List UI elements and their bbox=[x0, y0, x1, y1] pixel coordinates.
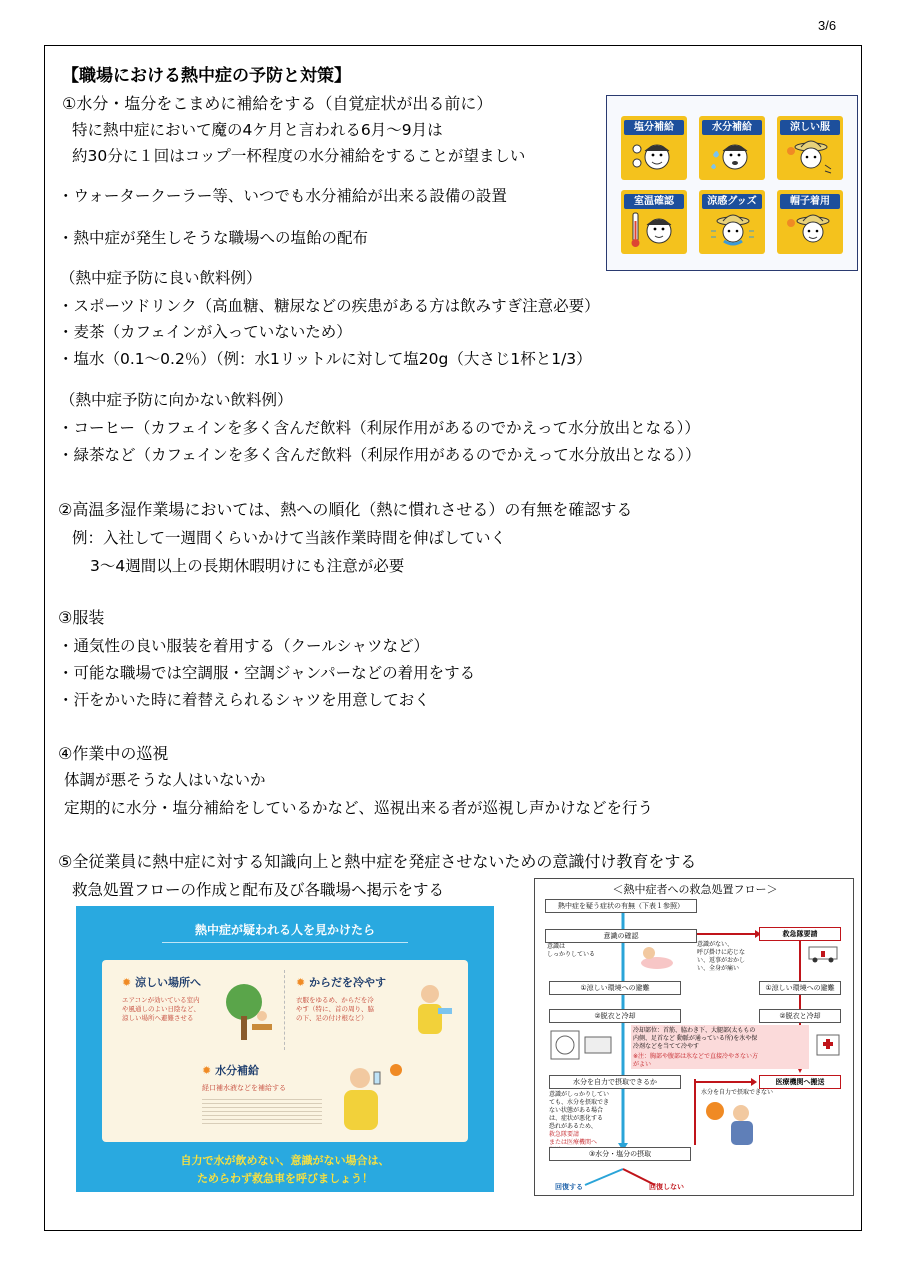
flow-note: い、全身が痛い bbox=[697, 965, 740, 972]
good-drink-item: ・塩水（0.1～0.2％）（例：水1リットルに対して塩20g（大さじ1杯と1/3） bbox=[58, 350, 592, 368]
flow-outcome-not-recover: 回復しない bbox=[649, 1183, 684, 1191]
flow-note: 冷却部位：首筋、脇わき下、大腿部(太ももの bbox=[633, 1027, 756, 1034]
page-number: 3/6 bbox=[818, 18, 837, 33]
ambulance-icon bbox=[807, 943, 843, 963]
first-aid-flowchart bbox=[534, 878, 854, 1196]
section1-line2: 約30分に１回はコップ一杯程度の水分補給をすることが望ましい bbox=[72, 147, 526, 165]
cooling-person-illustration bbox=[402, 980, 460, 1044]
poster-title: 熱中症が疑われる人を見かけたら bbox=[194, 923, 375, 937]
flow-note: は、症状が悪化する bbox=[549, 1115, 604, 1122]
section1-heading: ①水分・塩分をこまめに補給をする（自覚症状が出る前に） bbox=[62, 94, 493, 113]
bad-drink-item: ・コーヒー（カフェインを多く含んだ飲料（利尿作用があるのでかえって水分放出となる）） bbox=[58, 419, 700, 437]
flow-note: 救急隊要請 bbox=[549, 1131, 580, 1138]
icon-card-room-temp bbox=[621, 190, 687, 254]
icon-card-water bbox=[699, 116, 765, 180]
flow-note: 内側、足首など 動脈が通っている所)を氷や保 bbox=[633, 1035, 758, 1042]
section3-item: ・汗をかいた時に着替えられるシャツを用意しておく bbox=[58, 691, 430, 709]
poster-text: や風通しのよい日陰など、 bbox=[122, 1005, 200, 1013]
poster-section-cool-body bbox=[296, 974, 386, 990]
flow-box-move-cool-left: ①涼しい環境への避難 bbox=[549, 981, 681, 995]
section2-heading: ②高温多湿作業場においては、熱への順化（熱に慣れさせる）の有無を確認する bbox=[58, 500, 633, 519]
poster-divider bbox=[284, 970, 286, 1050]
flow-note: がよい bbox=[633, 1061, 652, 1068]
icon-card-label: 涼しい服 bbox=[780, 120, 840, 135]
poster-text: やす（特に、首の周り、脇 bbox=[296, 1005, 374, 1013]
hat-icon bbox=[785, 211, 835, 251]
sun-icon: ✹ bbox=[296, 976, 306, 989]
hospital-icon bbox=[813, 1029, 843, 1057]
drinking-person-illustration bbox=[330, 1062, 410, 1136]
section4-heading: ④作業中の巡視 bbox=[58, 744, 169, 763]
flow-box-move-cool-right: ①涼しい環境への避難 bbox=[759, 981, 841, 995]
icon-card-label: 室温確認 bbox=[624, 194, 684, 209]
section1-line1: 特に熱中症において魔の4ケ月と言われる6月～9月は bbox=[72, 121, 443, 139]
good-drink-item: ・麦茶（カフェインが入っていないため） bbox=[58, 323, 352, 341]
poster-footer-line2: ためらわず救急車を呼びましょう！ bbox=[197, 1172, 373, 1185]
poster-title-rule bbox=[162, 942, 408, 943]
flow-note: い、返事がおかし bbox=[697, 957, 746, 964]
section2-line1: 例：入社して一週間くらいかけて当該作業時間を伸ばしていく bbox=[72, 529, 507, 547]
section3-item: ・可能な職場では空調服・空調ジャンパーなどの着用をする bbox=[58, 664, 476, 682]
icon-card-label: 水分補給 bbox=[702, 120, 762, 135]
poster-text: 経口補水液などを補給する bbox=[202, 1084, 286, 1092]
section3-heading: ③服装 bbox=[58, 608, 105, 627]
section3-item: ・通気性の良い服装を着用する（クールシャツなど） bbox=[58, 637, 429, 655]
sick-person-illustration bbox=[701, 1099, 771, 1149]
flow-note: ても、水分を摂取でき bbox=[549, 1099, 610, 1106]
poster-section-label: 水分補給 bbox=[215, 1064, 260, 1077]
section1-bullet1: ・ウォータークーラー等、いつでも水分補給が出来る設備の設置 bbox=[58, 187, 507, 205]
good-drink-item: ・スポーツドリンク（高血糖、糖尿などの疾患がある方は飲みすぎ注意必要） bbox=[58, 297, 600, 315]
poster-section-hydration bbox=[202, 1062, 259, 1078]
cooling-goods-icon bbox=[707, 211, 757, 251]
flow-note: ない状態がある場合 bbox=[549, 1107, 604, 1114]
flow-box-undress-cool-left: ②脱衣と冷却 bbox=[549, 1009, 681, 1023]
icon-card-label: 塩分補給 bbox=[624, 120, 684, 135]
salt-icon bbox=[629, 137, 679, 177]
icon-card-label: 帽子着用 bbox=[780, 194, 840, 209]
icon-card-label: 涼感グッズ bbox=[702, 194, 762, 209]
icon-card-salt bbox=[621, 116, 687, 180]
flow-box-water-salt-intake: ③水分・塩分の摂取 bbox=[549, 1147, 691, 1161]
poster-panel bbox=[102, 960, 468, 1142]
thermometer-icon bbox=[629, 211, 679, 251]
flow-box-ambulance: 救急隊要請 bbox=[759, 927, 841, 941]
poster-text: 涼しい場所へ避難させる bbox=[122, 1014, 194, 1022]
section4-line1: 体調が悪そうな人はいないか bbox=[64, 771, 266, 789]
flow-outcome-recover: 回復する bbox=[555, 1183, 583, 1191]
poster-text: 衣服をゆるめ、からだを冷 bbox=[296, 996, 374, 1004]
page-title: 【職場における熱中症の予防と対策】 bbox=[62, 66, 351, 86]
flow-note: 呼び掛けに応じな bbox=[697, 949, 746, 956]
flow-note: 冷剤などを当てて冷やす bbox=[633, 1043, 700, 1050]
section4-line2: 定期的に水分・塩分補給をしているかなど、巡視出来る者が巡視し声かけなどを行う bbox=[64, 799, 654, 817]
sun-icon: ✹ bbox=[202, 1064, 212, 1077]
icon-card-hat bbox=[777, 190, 843, 254]
flow-box-symptom-check: 熱中症を疑う症状の有無（下表１参照） bbox=[545, 899, 697, 913]
prevention-icon-panel bbox=[606, 95, 858, 271]
flow-note: しっかりしている bbox=[547, 951, 596, 958]
sun-icon: ✹ bbox=[122, 976, 132, 989]
poster-text: の下、足の付け根など） bbox=[296, 1014, 368, 1022]
fallen-person-illustration bbox=[639, 941, 675, 973]
flow-note: または医療機関へ bbox=[549, 1139, 598, 1146]
section5-heading: ⑤全従業員に熱中症に対する知識向上と熱中症を発症させないための意識付け教育をする bbox=[58, 852, 697, 871]
cool-clothes-icon bbox=[785, 137, 835, 177]
bad-drinks-heading: （熱中症予防に向かない飲料例） bbox=[60, 391, 293, 409]
flow-box-water-intake-check: 水分を自力で摂取できるか bbox=[549, 1075, 681, 1089]
poster-section-label: からだを冷やす bbox=[309, 976, 387, 989]
heatstroke-poster bbox=[76, 906, 494, 1192]
flow-note: 意識がない、 bbox=[697, 941, 734, 948]
flow-note: 恐れがあるため、 bbox=[549, 1123, 597, 1130]
section2-line2: 3～4週間以上の長期休暇明けにも注意が必要 bbox=[90, 557, 405, 575]
flow-box-conscious-check: 意識の確認 bbox=[545, 929, 697, 943]
section1-bullet2: ・熱中症が発生しそうな職場への塩飴の配布 bbox=[58, 229, 369, 247]
poster-footer-line1: 自力で水が飲めない、意識がない場合は、 bbox=[180, 1154, 390, 1167]
section5-line1: 救急処置フローの作成と配布及び各職場へ掲示をする bbox=[72, 881, 445, 899]
flow-note: 水分を自力で摂取できない bbox=[701, 1089, 774, 1096]
flowchart-title: ＜熱中症者への救急処置フロー＞ bbox=[612, 883, 778, 896]
icon-card-cooling-goods bbox=[699, 190, 765, 254]
bad-drink-item: ・緑茶など（カフェインを多く含んだ飲料（利尿作用があるのでかえって水分放出となる）） bbox=[58, 446, 701, 464]
poster-section-label: 涼しい場所へ bbox=[135, 976, 202, 989]
flow-note: ※注：胸部や腹部は氷などで直接冷やさない方 bbox=[633, 1053, 759, 1060]
water-icon bbox=[707, 137, 757, 177]
flow-note: 意識がしっかりしてい bbox=[549, 1091, 610, 1098]
shade-tree-illustration bbox=[214, 980, 278, 1044]
poster-section-cool-place bbox=[122, 974, 201, 990]
flow-box-undress-cool-right: ②脱衣と冷却 bbox=[759, 1009, 841, 1023]
flow-note: 意識は bbox=[547, 943, 566, 950]
icon-card-cool-clothes bbox=[777, 116, 843, 180]
good-drinks-heading: （熱中症予防に良い飲料例） bbox=[60, 269, 262, 287]
poster-fine-print bbox=[202, 1096, 322, 1124]
flow-box-hospital: 医療機関へ搬送 bbox=[759, 1075, 841, 1089]
poster-text: エアコンが効いている室内 bbox=[122, 996, 200, 1004]
cooling-illustration bbox=[549, 1025, 615, 1065]
